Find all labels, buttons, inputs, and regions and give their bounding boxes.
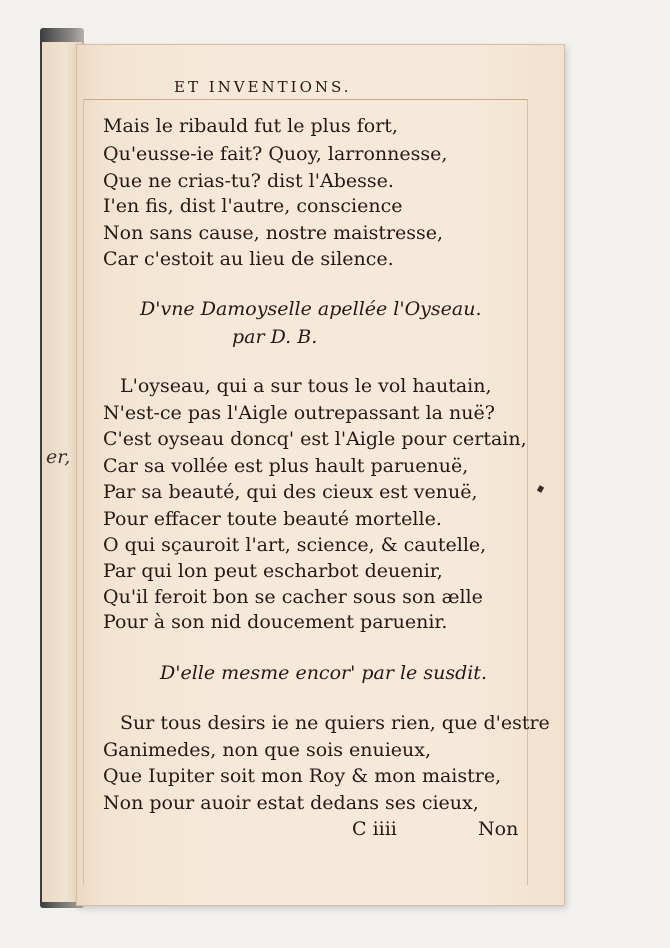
verse-line: Non pour auoir estat dedans ses cieux, [103,792,479,814]
signature-mark: C iiii [352,818,397,840]
verse-line: Qu'eusse-ie fait? Quoy, larronnesse, [103,143,448,165]
facing-page-text: er, [46,446,71,468]
verse-line: C'est oyseau doncq' est l'Aigle pour certain, [103,428,527,450]
verse-line: I'en fis, dist l'autre, conscience [103,195,403,217]
poem-byline: par D. B. [232,326,318,348]
verse-line: N'est-ce pas l'Aigle outrepassant la nuë? [103,402,495,424]
verse-line: Car sa vollée est plus hault paruenuë, [103,455,469,477]
verse-line: Non sans cause, nostre maistresse, [103,222,444,244]
verse-line: L'oyseau, qui a sur tous le vol hautain, [120,375,492,397]
verse-line: O qui sçauroit l'art, science, & cautelle, [103,534,487,556]
verse-line: Pour effacer toute beauté mortelle. [103,508,442,530]
poem-title: D'vne Damoyselle apellée l'Oyseau. [140,298,482,320]
verse-line: Qu'il feroit bon se cacher sous son ælle [103,586,483,608]
poem-title: D'elle mesme encor' par le susdit. [160,662,487,684]
page-rule-right [527,99,528,885]
verse-line: Ganimedes, non que sois enuieux, [103,739,432,761]
verse-line: Mais le ribauld fut le plus fort, [103,115,398,137]
page-rule-left [83,99,84,885]
page-rule-top [83,99,528,100]
catchword: Non [478,818,519,840]
verse-line: Par sa beauté, qui des cieux est venuë, [103,481,478,503]
verse-line: Car c'estoit au lieu de silence. [103,248,394,270]
verse-line: Par qui lon peut escharbot deuenir, [103,560,443,582]
running-header: ET INVENTIONS. [174,78,352,96]
verse-line: Pour à son nid doucement paruenir. [103,611,448,633]
verse-line: Que ne crias-tu? dist l'Abesse. [103,170,394,192]
verse-line: Que Iupiter soit mon Roy & mon maistre, [103,765,502,787]
verse-line: Sur tous desirs ie ne quiers rien, que d'estre [120,712,550,734]
